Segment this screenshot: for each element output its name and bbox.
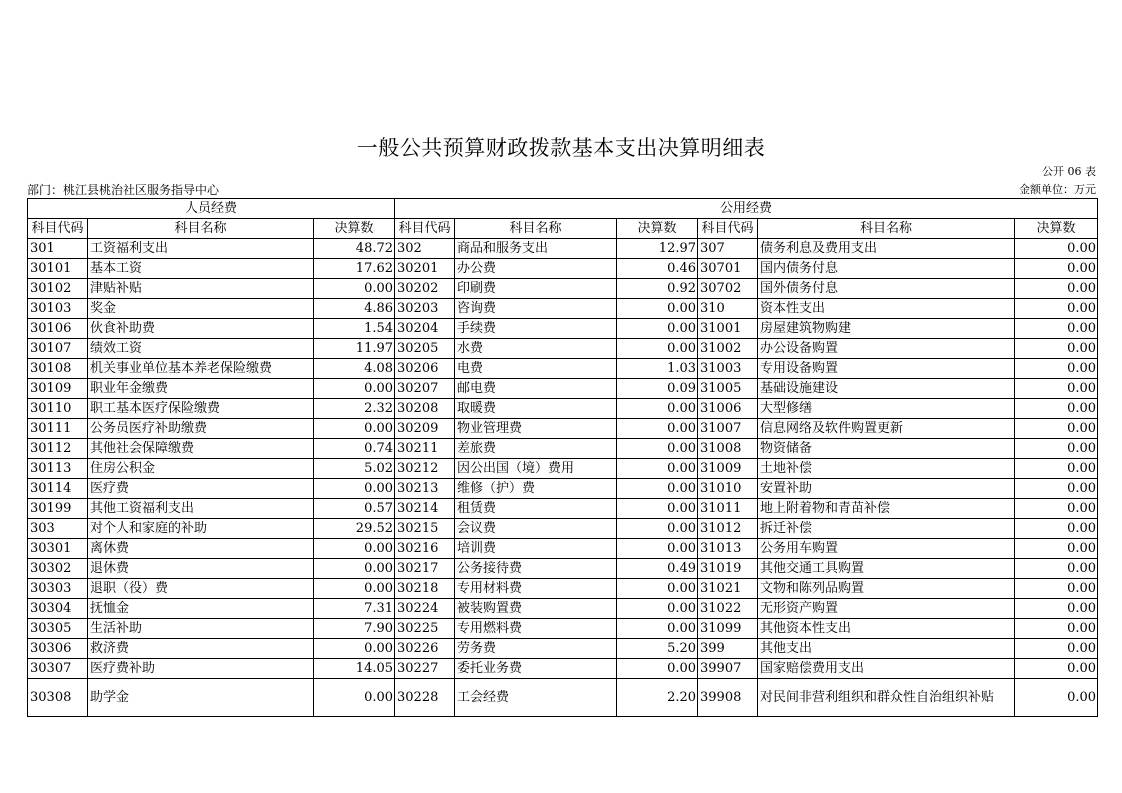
name-cell: 委托业务费 [455, 659, 617, 679]
code-cell: 30102 [28, 279, 88, 299]
amount-cell: 5.20 [617, 639, 698, 659]
amount-cell: 0.00 [1015, 319, 1098, 339]
code-cell: 30215 [395, 519, 455, 539]
code-cell: 302 [395, 239, 455, 259]
name-cell: 住房公积金 [88, 459, 314, 479]
name-cell: 物资储备 [758, 439, 1015, 459]
code-cell: 30101 [28, 259, 88, 279]
name-cell: 职工基本医疗保险缴费 [88, 399, 314, 419]
name-cell: 房屋建筑物购建 [758, 319, 1015, 339]
name-cell: 对个人和家庭的补助 [88, 519, 314, 539]
amount-cell: 0.00 [617, 659, 698, 679]
amount-cell: 0.00 [1015, 459, 1098, 479]
amount-cell: 0.00 [314, 559, 395, 579]
code-cell: 30226 [395, 639, 455, 659]
code-cell: 39907 [698, 659, 758, 679]
code-cell: 30208 [395, 399, 455, 419]
amount-cell: 0.00 [1015, 379, 1098, 399]
amount-cell: 0.00 [617, 459, 698, 479]
table-row [28, 599, 1098, 619]
amount-cell: 14.05 [314, 659, 395, 679]
amount-cell: 7.90 [314, 619, 395, 639]
name-cell: 医疗费补助 [88, 659, 314, 679]
table-row [28, 539, 1098, 559]
code-cell: 30702 [698, 279, 758, 299]
code-cell: 30307 [28, 659, 88, 679]
code-cell: 31009 [698, 459, 758, 479]
name-cell: 抚恤金 [88, 599, 314, 619]
code-cell: 30301 [28, 539, 88, 559]
code-cell: 30209 [395, 419, 455, 439]
amount-cell: 29.52 [314, 519, 395, 539]
name-cell: 基础设施建设 [758, 379, 1015, 399]
name-cell: 工会经费 [455, 679, 617, 717]
code-cell: 31010 [698, 479, 758, 499]
amount-cell: 0.00 [1015, 539, 1098, 559]
amount-cell: 12.97 [617, 239, 698, 259]
amount-cell: 0.00 [617, 299, 698, 319]
name-cell: 办公设备购置 [758, 339, 1015, 359]
name-cell: 因公出国（境）费用 [455, 459, 617, 479]
amount-cell: 0.00 [1015, 419, 1098, 439]
amount-cell: 1.03 [617, 359, 698, 379]
amount-cell: 0.00 [617, 319, 698, 339]
code-cell: 30107 [28, 339, 88, 359]
name-cell: 公务接待费 [455, 559, 617, 579]
code-cell: 30302 [28, 559, 88, 579]
name-cell: 咨询费 [455, 299, 617, 319]
table-row [28, 519, 1098, 539]
name-cell: 差旅费 [455, 439, 617, 459]
amount-cell: 0.00 [314, 679, 395, 717]
amount-cell: 0.00 [314, 419, 395, 439]
code-cell: 31007 [698, 419, 758, 439]
code-cell: 31003 [698, 359, 758, 379]
code-cell: 30207 [395, 379, 455, 399]
amount-cell: 2.32 [314, 399, 395, 419]
code-cell: 30308 [28, 679, 88, 717]
table-row [28, 619, 1098, 639]
code-cell: 30306 [28, 639, 88, 659]
code-cell: 31002 [698, 339, 758, 359]
table-row [28, 399, 1098, 419]
code-cell: 30225 [395, 619, 455, 639]
amount-cell: 0.00 [617, 439, 698, 459]
code-cell: 31022 [698, 599, 758, 619]
code-cell: 30204 [395, 319, 455, 339]
amount-cell: 0.00 [617, 599, 698, 619]
code-cell: 30113 [28, 459, 88, 479]
col-header-code: 科目代码 [28, 219, 88, 239]
code-cell: 31008 [698, 439, 758, 459]
name-cell: 信息网络及软件购置更新 [758, 419, 1015, 439]
table-row [28, 299, 1098, 319]
name-cell: 工资福利支出 [88, 239, 314, 259]
amount-cell: 0.00 [314, 279, 395, 299]
table-row [28, 239, 1098, 259]
amount-cell: 0.00 [617, 579, 698, 599]
code-cell: 30228 [395, 679, 455, 717]
amount-cell: 0.00 [1015, 519, 1098, 539]
code-cell: 30212 [395, 459, 455, 479]
amount-cell: 0.00 [617, 619, 698, 639]
amount-cell: 4.86 [314, 299, 395, 319]
unit-label: 金额单位：万元 [1019, 183, 1096, 196]
name-cell: 国家赔偿费用支出 [758, 659, 1015, 679]
amount-cell: 0.00 [1015, 259, 1098, 279]
name-cell: 伙食补助费 [88, 319, 314, 339]
amount-cell: 0.57 [314, 499, 395, 519]
amount-cell: 0.00 [617, 499, 698, 519]
amount-cell: 0.00 [617, 419, 698, 439]
table-row [28, 459, 1098, 479]
code-cell: 30203 [395, 299, 455, 319]
amount-cell: 0.00 [1015, 359, 1098, 379]
code-cell: 30202 [395, 279, 455, 299]
table-row [28, 559, 1098, 579]
amount-cell: 0.00 [1015, 239, 1098, 259]
department-label: 部门：桃江县桃治社区服务指导中心 [27, 183, 220, 197]
name-cell: 国内债务付息 [758, 259, 1015, 279]
table-row [28, 419, 1098, 439]
code-cell: 307 [698, 239, 758, 259]
name-cell: 助学金 [88, 679, 314, 717]
col-header-amount: 决算数 [314, 219, 395, 239]
code-cell: 30227 [395, 659, 455, 679]
public-group-header: 公用经费 [395, 199, 1098, 219]
name-cell: 退职（役）费 [88, 579, 314, 599]
amount-cell: 2.20 [617, 679, 698, 717]
name-cell: 地上附着物和青苗补偿 [758, 499, 1015, 519]
amount-cell: 0.09 [617, 379, 698, 399]
amount-cell: 0.00 [617, 339, 698, 359]
table-row [28, 259, 1098, 279]
code-cell: 30205 [395, 339, 455, 359]
table-row [28, 639, 1098, 659]
name-cell: 其他工资福利支出 [88, 499, 314, 519]
code-cell: 39908 [698, 679, 758, 717]
amount-cell: 0.49 [617, 559, 698, 579]
amount-cell: 0.00 [617, 399, 698, 419]
code-cell: 399 [698, 639, 758, 659]
name-cell: 会议费 [455, 519, 617, 539]
name-cell: 其他资本性支出 [758, 619, 1015, 639]
col-header-amount: 决算数 [1015, 219, 1098, 239]
amount-cell: 0.00 [1015, 579, 1098, 599]
amount-cell: 0.00 [314, 539, 395, 559]
amount-cell: 17.62 [314, 259, 395, 279]
code-cell: 30110 [28, 399, 88, 419]
col-header-code: 科目代码 [395, 219, 455, 239]
code-cell: 30211 [395, 439, 455, 459]
name-cell: 生活补助 [88, 619, 314, 639]
table-row [28, 679, 1098, 717]
code-cell: 301 [28, 239, 88, 259]
amount-cell: 0.00 [1015, 479, 1098, 499]
name-cell: 邮电费 [455, 379, 617, 399]
code-cell: 30111 [28, 419, 88, 439]
amount-cell: 0.46 [617, 259, 698, 279]
amount-cell: 0.00 [1015, 399, 1098, 419]
name-cell: 机关事业单位基本养老保险缴费 [88, 359, 314, 379]
name-cell: 专用燃料费 [455, 619, 617, 639]
amount-cell: 0.92 [617, 279, 698, 299]
code-cell: 30303 [28, 579, 88, 599]
name-cell: 培训费 [455, 539, 617, 559]
amount-cell: 7.31 [314, 599, 395, 619]
amount-cell: 0.00 [1015, 339, 1098, 359]
code-cell: 30106 [28, 319, 88, 339]
col-header-name: 科目名称 [758, 219, 1015, 239]
amount-cell: 0.00 [617, 519, 698, 539]
code-cell: 30201 [395, 259, 455, 279]
table-row [28, 479, 1098, 499]
name-cell: 救济费 [88, 639, 314, 659]
code-cell: 30218 [395, 579, 455, 599]
name-cell: 离休费 [88, 539, 314, 559]
name-cell: 其他交通工具购置 [758, 559, 1015, 579]
name-cell: 大型修缮 [758, 399, 1015, 419]
table-row [28, 339, 1098, 359]
amount-cell: 0.00 [1015, 299, 1098, 319]
table-row [28, 659, 1098, 679]
code-cell: 303 [28, 519, 88, 539]
amount-cell: 0.00 [1015, 279, 1098, 299]
code-cell: 31005 [698, 379, 758, 399]
code-cell: 31021 [698, 579, 758, 599]
name-cell: 劳务费 [455, 639, 617, 659]
group-header-row [28, 199, 1098, 219]
code-cell: 31019 [698, 559, 758, 579]
code-cell: 30108 [28, 359, 88, 379]
name-cell: 维修（护）费 [455, 479, 617, 499]
name-cell: 津贴补贴 [88, 279, 314, 299]
personnel-group-header: 人员经费 [28, 199, 395, 219]
amount-cell: 48.72 [314, 239, 395, 259]
code-cell: 30112 [28, 439, 88, 459]
amount-cell: 0.00 [1015, 439, 1098, 459]
code-cell: 30114 [28, 479, 88, 499]
name-cell: 基本工资 [88, 259, 314, 279]
table-row [28, 379, 1098, 399]
code-cell: 31006 [698, 399, 758, 419]
name-cell: 专用材料费 [455, 579, 617, 599]
col-header-name: 科目名称 [88, 219, 314, 239]
name-cell: 租赁费 [455, 499, 617, 519]
code-cell: 31001 [698, 319, 758, 339]
name-cell: 公务用车购置 [758, 539, 1015, 559]
amount-cell: 0.00 [314, 579, 395, 599]
amount-cell: 0.00 [314, 639, 395, 659]
table-row [28, 439, 1098, 459]
amount-cell: 11.97 [314, 339, 395, 359]
code-cell: 30199 [28, 499, 88, 519]
name-cell: 印刷费 [455, 279, 617, 299]
code-cell: 310 [698, 299, 758, 319]
amount-cell: 1.54 [314, 319, 395, 339]
amount-cell: 0.74 [314, 439, 395, 459]
form-number: 公开 06 表 [1042, 165, 1096, 178]
table-body [28, 239, 1098, 717]
name-cell: 物业管理费 [455, 419, 617, 439]
amount-cell: 0.00 [1015, 499, 1098, 519]
name-cell: 对民间非营利组织和群众性自治组织补贴 [758, 679, 1015, 717]
code-cell: 30305 [28, 619, 88, 639]
name-cell: 电费 [455, 359, 617, 379]
name-cell: 拆迁补偿 [758, 519, 1015, 539]
page-title: 一般公共预算财政拨款基本支出决算明细表 [356, 136, 766, 160]
col-header-code: 科目代码 [698, 219, 758, 239]
code-cell: 31099 [698, 619, 758, 639]
name-cell: 商品和服务支出 [455, 239, 617, 259]
amount-cell: 5.02 [314, 459, 395, 479]
code-cell: 31012 [698, 519, 758, 539]
name-cell: 国外债务付息 [758, 279, 1015, 299]
code-cell: 30224 [395, 599, 455, 619]
name-cell: 职业年金缴费 [88, 379, 314, 399]
name-cell: 绩效工资 [88, 339, 314, 359]
amount-cell: 0.00 [1015, 619, 1098, 639]
name-cell: 手续费 [455, 319, 617, 339]
expenditure-table [27, 198, 1098, 717]
amount-cell: 4.08 [314, 359, 395, 379]
amount-cell: 0.00 [617, 539, 698, 559]
amount-cell: 0.00 [314, 479, 395, 499]
col-header-amount: 决算数 [617, 219, 698, 239]
code-cell: 30217 [395, 559, 455, 579]
amount-cell: 0.00 [617, 479, 698, 499]
code-cell: 30214 [395, 499, 455, 519]
name-cell: 文物和陈列品购置 [758, 579, 1015, 599]
name-cell: 其他社会保障缴费 [88, 439, 314, 459]
name-cell: 无形资产购置 [758, 599, 1015, 619]
amount-cell: 0.00 [314, 379, 395, 399]
code-cell: 30304 [28, 599, 88, 619]
name-cell: 公务员医疗补助缴费 [88, 419, 314, 439]
code-cell: 30103 [28, 299, 88, 319]
table-row [28, 499, 1098, 519]
code-cell: 30216 [395, 539, 455, 559]
column-header-row [28, 219, 1098, 239]
name-cell: 安置补助 [758, 479, 1015, 499]
code-cell: 30213 [395, 479, 455, 499]
name-cell: 退休费 [88, 559, 314, 579]
name-cell: 水费 [455, 339, 617, 359]
table-row [28, 359, 1098, 379]
name-cell: 办公费 [455, 259, 617, 279]
amount-cell: 0.00 [1015, 639, 1098, 659]
name-cell: 奖金 [88, 299, 314, 319]
table-row [28, 579, 1098, 599]
name-cell: 医疗费 [88, 479, 314, 499]
amount-cell: 0.00 [1015, 679, 1098, 717]
name-cell: 被装购置费 [455, 599, 617, 619]
name-cell: 其他支出 [758, 639, 1015, 659]
name-cell: 资本性支出 [758, 299, 1015, 319]
amount-cell: 0.00 [1015, 659, 1098, 679]
code-cell: 30701 [698, 259, 758, 279]
name-cell: 债务利息及费用支出 [758, 239, 1015, 259]
table-row [28, 319, 1098, 339]
name-cell: 取暖费 [455, 399, 617, 419]
code-cell: 31011 [698, 499, 758, 519]
name-cell: 土地补偿 [758, 459, 1015, 479]
code-cell: 31013 [698, 539, 758, 559]
code-cell: 30109 [28, 379, 88, 399]
amount-cell: 0.00 [1015, 559, 1098, 579]
name-cell: 专用设备购置 [758, 359, 1015, 379]
code-cell: 30206 [395, 359, 455, 379]
amount-cell: 0.00 [1015, 599, 1098, 619]
table-row [28, 279, 1098, 299]
col-header-name: 科目名称 [455, 219, 617, 239]
